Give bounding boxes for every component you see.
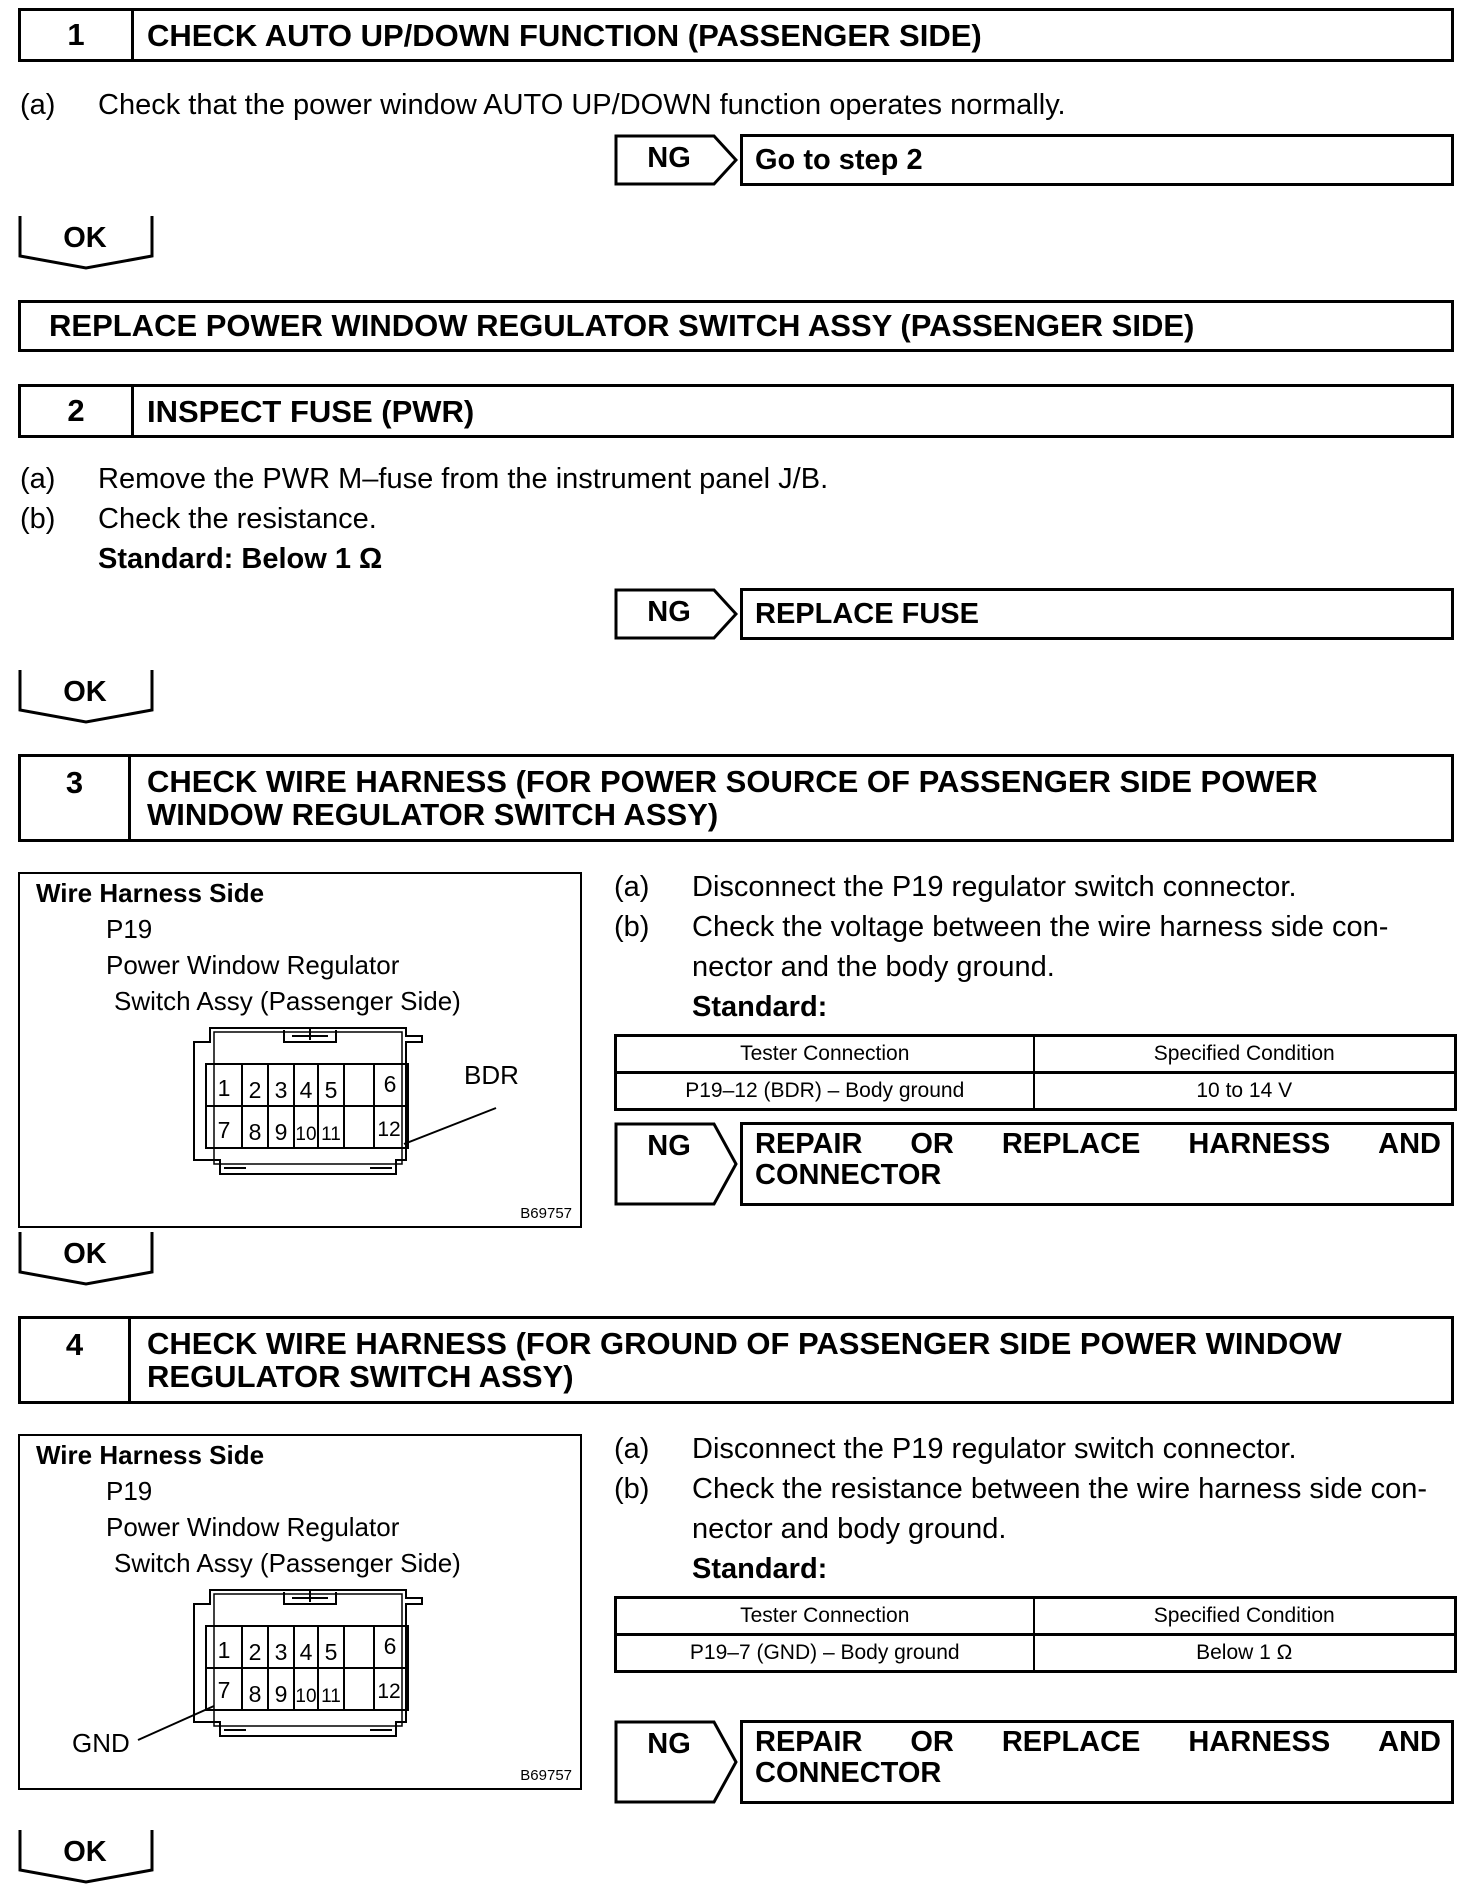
pin-11: 11 (321, 1124, 341, 1145)
pin-3: 3 (274, 1639, 288, 1665)
pin-7: 7 (217, 1677, 231, 1703)
step-number: 2 (21, 387, 134, 435)
figure-code: B69757 (520, 1767, 572, 1784)
table-header-cell: Tester Connection (616, 1598, 1034, 1635)
step-number-text: 4 (65, 1327, 84, 1362)
ng-result-box: REPLACE FUSE (740, 588, 1454, 640)
step-title: CHECK AUTO UP/DOWN FUNCTION (PASSENGER SIDE) (147, 17, 982, 53)
instruction-text-continued: nector and the body ground. (692, 951, 1055, 983)
ng-result-word: AND (1378, 1726, 1441, 1758)
table-header-row (616, 1036, 1456, 1073)
ng-result-line-1 (755, 1129, 1451, 1160)
instruction-text: Check that the power window AUTO UP/DOWN function operates normally. (98, 89, 1066, 121)
instruction-label: (a) (20, 89, 56, 121)
ng-result-word: REPAIR (755, 1128, 863, 1160)
step-title-line-1: CHECK WIRE HARNESS (FOR GROUND OF PASSENGER SIDE POWER WINDOW (147, 1326, 1342, 1361)
table-cell: P19–12 (BDR) – Body ground (616, 1073, 1034, 1110)
pin-3: 3 (274, 1077, 288, 1103)
instruction-label: (a) (20, 463, 56, 495)
ng-result-line-2: CONNECTOR (755, 1159, 942, 1191)
ng-result-word: AND (1378, 1128, 1441, 1160)
step-title-line-1: CHECK WIRE HARNESS (FOR POWER SOURCE OF PASSENGER SIDE POWER (147, 764, 1318, 799)
connector-drawing (20, 874, 580, 1226)
spec-table (614, 1596, 1457, 1673)
pin-9: 9 (274, 1681, 288, 1707)
ng-result-word: REPLACE (1001, 1128, 1141, 1160)
step-number (21, 1319, 131, 1401)
instruction-label: (b) (20, 503, 56, 535)
ng-tab (614, 1720, 738, 1804)
table-header-row (616, 1598, 1456, 1635)
figure-title: Wire Harness Side (36, 1440, 265, 1470)
pin-11: 11 (321, 1686, 341, 1707)
pin-10: 10 (295, 1124, 317, 1145)
pin-2: 2 (248, 1639, 262, 1665)
ng-label: NG (647, 596, 691, 628)
step-number-text: 3 (65, 765, 84, 800)
ok-label: OK (63, 1836, 107, 1868)
pin-4: 4 (299, 1077, 313, 1103)
figure-component-name-1: Power Window Regulator (106, 950, 400, 980)
figure-connector-code: P19 (106, 914, 153, 944)
step-title: INSPECT FUSE (PWR) (147, 393, 475, 429)
pin-9: 9 (274, 1119, 288, 1145)
instruction-text: Disconnect the P19 regulator switch connector. (692, 1433, 1297, 1465)
connector-drawing (20, 1436, 580, 1788)
instruction-text: Check the voltage between the wire harness side con- (692, 911, 1389, 943)
pin-1: 1 (217, 1075, 231, 1101)
standard-label: Standard: (692, 991, 828, 1023)
ok-label: OK (63, 222, 107, 254)
ng-label: NG (647, 142, 691, 174)
step-title (147, 765, 1318, 831)
replace-switch-text: REPLACE POWER WINDOW REGULATOR SWITCH ASSY (PASSENGER SIDE) (49, 308, 1195, 343)
table-cell: 10 to 14 V (1034, 1073, 1456, 1110)
pin-4: 4 (299, 1639, 313, 1665)
pin-6: 6 (383, 1633, 397, 1659)
ng-result-word: OR (910, 1726, 954, 1758)
ng-label: NG (647, 1130, 691, 1162)
ng-result-box: Go to step 2 (740, 134, 1454, 186)
pin-12: 12 (377, 1118, 401, 1141)
instruction-label: (b) (614, 911, 650, 943)
pin-1: 1 (217, 1637, 231, 1663)
step-title-line-2: WINDOW REGULATOR SWITCH ASSY) (147, 797, 719, 832)
step-2-header (18, 384, 1454, 438)
table-row (616, 1073, 1456, 1110)
instruction-text: Check the resistance between the wire harness side con- (692, 1473, 1428, 1505)
pin-8: 8 (248, 1681, 262, 1707)
ok-tab (18, 670, 158, 724)
instruction-label: (a) (614, 1433, 650, 1465)
ng-result-line-2: CONNECTOR (755, 1757, 942, 1789)
ok-tab (18, 1232, 158, 1286)
step-4-header (18, 1316, 1454, 1404)
pin-7: 7 (217, 1117, 231, 1143)
ng-tab (614, 134, 738, 186)
pin-5: 5 (324, 1639, 338, 1665)
step-1-header (18, 8, 1454, 62)
step-number: 1 (21, 11, 134, 59)
spec-table (614, 1034, 1457, 1111)
standard-value: Standard: Below 1 Ω (98, 543, 383, 575)
step-number (21, 757, 131, 839)
figure-title: Wire Harness Side (36, 878, 265, 908)
instruction-text: Check the resistance. (98, 503, 377, 535)
pin-2: 2 (248, 1077, 262, 1103)
pin-8: 8 (248, 1119, 262, 1145)
ng-result-word: REPLACE (1001, 1726, 1141, 1758)
figure-component-name-2: Switch Assy (Passenger Side) (114, 986, 461, 1016)
replace-switch-box (18, 300, 1454, 352)
ng-result-word: REPAIR (755, 1726, 863, 1758)
connector-figure (18, 872, 582, 1228)
callout-label: BDR (464, 1060, 519, 1090)
figure-code: B69757 (520, 1205, 572, 1222)
ng-result-word: HARNESS (1188, 1128, 1331, 1160)
instruction-text-continued: nector and body ground. (692, 1513, 1007, 1545)
figure-component-name-2: Switch Assy (Passenger Side) (114, 1548, 461, 1578)
standard-label: Standard: (692, 1553, 828, 1585)
pin-10: 10 (295, 1686, 317, 1707)
table-header-cell: Specified Condition (1034, 1598, 1456, 1635)
table-cell: P19–7 (GND) – Body ground (616, 1635, 1034, 1672)
pin-5: 5 (324, 1077, 338, 1103)
ng-tab (614, 1122, 738, 1206)
pin-12: 12 (377, 1680, 401, 1703)
ng-label: NG (647, 1728, 691, 1760)
ng-result-box (740, 1122, 1454, 1206)
ng-result-box (740, 1720, 1454, 1804)
step-title-line-2: REGULATOR SWITCH ASSY) (147, 1359, 574, 1394)
instruction-text: Disconnect the P19 regulator switch connector. (692, 871, 1297, 903)
figure-connector-code: P19 (106, 1476, 153, 1506)
ng-tab (614, 588, 738, 640)
ok-tab (18, 1830, 158, 1884)
instruction-label: (a) (614, 871, 650, 903)
table-header-cell: Tester Connection (616, 1036, 1034, 1073)
step-title (147, 1327, 1342, 1393)
table-header-cell: Specified Condition (1034, 1036, 1456, 1073)
ng-result-word: HARNESS (1188, 1726, 1331, 1758)
table-cell: Below 1 Ω (1034, 1635, 1456, 1672)
pin-6: 6 (383, 1071, 397, 1097)
figure-component-name-1: Power Window Regulator (106, 1512, 400, 1542)
table-row (616, 1635, 1456, 1672)
step-3-header (18, 754, 1454, 842)
ng-result-line-1 (755, 1727, 1451, 1758)
ok-tab (18, 216, 158, 270)
ok-label: OK (63, 1238, 107, 1270)
connector-figure (18, 1434, 582, 1790)
ok-label: OK (63, 676, 107, 708)
instruction-text: Remove the PWR M–fuse from the instrument panel J/B. (98, 463, 829, 495)
instruction-label: (b) (614, 1473, 650, 1505)
callout-label: GND (72, 1728, 130, 1758)
ng-result-word: OR (910, 1128, 954, 1160)
